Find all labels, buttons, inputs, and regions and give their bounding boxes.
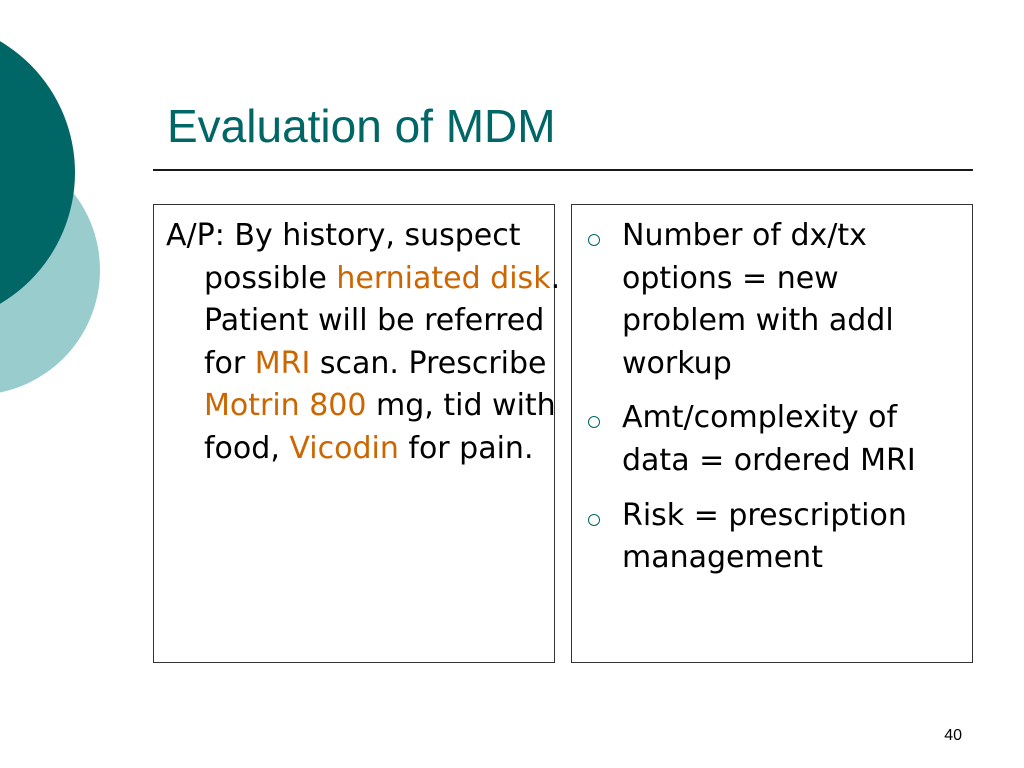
- bullet-text: Amt/complexity of data = ordered MRI: [622, 400, 916, 478]
- mdm-criteria-list: [582, 215, 972, 592]
- bullet-text: Number of dx/tx options = new problem with addl workup: [622, 218, 894, 381]
- list-item: [582, 397, 972, 482]
- hollow-circle-bullet-icon: [588, 514, 600, 526]
- list-item: [582, 495, 972, 580]
- ap-tail-text: for pain.: [398, 430, 534, 466]
- ap-mid-text-3: mg, tid with food,: [204, 388, 556, 466]
- ap-mid-text-2: scan. Prescribe: [310, 345, 547, 381]
- title-divider: [153, 169, 973, 171]
- assessment-plan-text: [166, 215, 586, 471]
- highlight-motrin: Motrin 800: [204, 388, 367, 424]
- hollow-circle-bullet-icon: [588, 416, 600, 428]
- mdm-criteria-box: [571, 204, 973, 663]
- highlight-vicodin: Vicodin: [289, 430, 399, 466]
- assessment-plan-box: [153, 204, 561, 663]
- ap-lead-text: A/P: By history, suspect possible: [166, 218, 521, 296]
- highlight-herniated-disk: herniated disk: [336, 260, 551, 296]
- hollow-circle-bullet-icon: [588, 234, 600, 246]
- list-item: [582, 215, 972, 385]
- slide-title: Evaluation of MDM: [167, 100, 556, 152]
- ap-mid-text-1: . Patient will be referred for: [204, 260, 561, 381]
- highlight-mri: MRI: [254, 345, 311, 381]
- bullet-text: Risk = prescription management: [622, 497, 907, 576]
- page-number: 40: [944, 727, 962, 744]
